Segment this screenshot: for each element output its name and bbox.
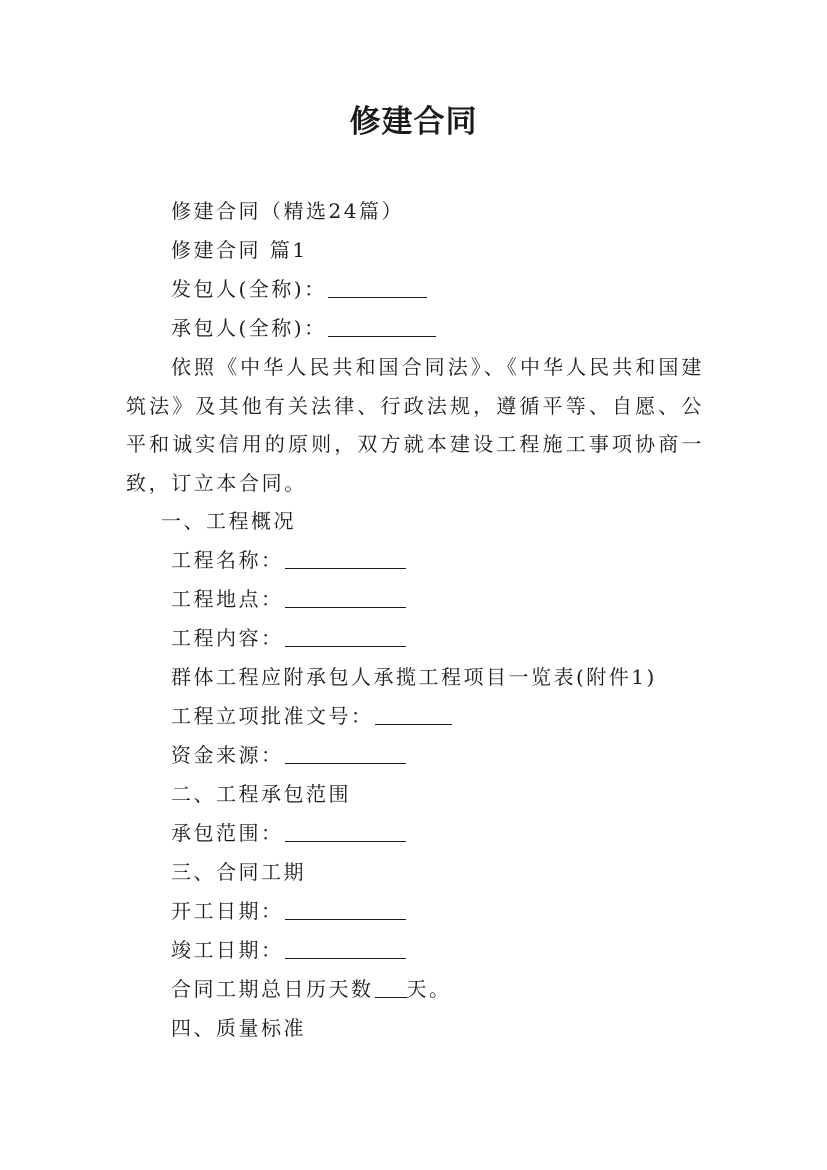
project-location-blank[interactable] bbox=[285, 585, 406, 608]
contractor-label: 承包人(全称)： bbox=[171, 316, 327, 340]
subtitle: 修建合同（精选24篇） bbox=[171, 199, 404, 223]
contractor-blank[interactable] bbox=[328, 314, 436, 337]
document-title: 修建合同 bbox=[349, 104, 478, 140]
employer-line bbox=[126, 270, 704, 309]
project-location-line bbox=[126, 580, 704, 619]
employer-blank[interactable] bbox=[328, 275, 427, 298]
contractor-line bbox=[126, 309, 704, 348]
approval-doc-label: 工程立项批准文号： bbox=[171, 704, 374, 728]
scope-line bbox=[126, 814, 704, 853]
scope-blank[interactable] bbox=[285, 819, 406, 842]
project-content-line bbox=[126, 619, 704, 658]
start-date-blank[interactable] bbox=[285, 897, 406, 920]
part1-heading: 一、工程概况 bbox=[161, 509, 296, 533]
completion-date-blank[interactable] bbox=[285, 936, 406, 959]
approval-doc-blank[interactable] bbox=[375, 702, 452, 725]
start-date-label: 开工日期： bbox=[171, 899, 284, 923]
funding-source-label: 资金来源： bbox=[171, 743, 284, 767]
part4-heading: 四、质量标准 bbox=[171, 1016, 306, 1040]
preamble-paragraph: 依照《中华人民共和国合同法》、《中华人民共和国建筑法》及其他有关法律、行政法规，遵循平等、自愿、公平和诚实信用的原则，双方就本建设工程施工事项协商一致，订立本合同。 bbox=[126, 355, 704, 495]
project-name-blank[interactable] bbox=[285, 546, 406, 569]
project-name-line bbox=[126, 541, 704, 580]
scope-label: 承包范围： bbox=[171, 821, 284, 845]
funding-source-blank[interactable] bbox=[285, 741, 406, 764]
approval-doc-line bbox=[126, 697, 704, 736]
project-content-blank[interactable] bbox=[285, 624, 406, 647]
part2-heading: 二、工程承包范围 bbox=[171, 782, 351, 806]
total-days-prefix: 合同工期总日历天数 bbox=[171, 977, 374, 1001]
total-days-blank[interactable] bbox=[375, 975, 407, 998]
start-date-line bbox=[126, 892, 704, 931]
employer-label: 发包人(全称)： bbox=[171, 277, 327, 301]
project-name-label: 工程名称： bbox=[171, 548, 284, 572]
part3-heading: 三、合同工期 bbox=[171, 860, 306, 884]
project-location-label: 工程地点： bbox=[171, 587, 284, 611]
group-project-note: 群体工程应附承包人承揽工程项目一览表(附件1) bbox=[171, 665, 657, 689]
completion-date-line bbox=[126, 931, 704, 970]
document-body bbox=[126, 192, 704, 1048]
funding-source-line bbox=[126, 736, 704, 775]
section-heading: 修建合同 篇1 bbox=[171, 238, 308, 262]
total-days-suffix: 天。 bbox=[406, 977, 452, 1001]
project-content-label: 工程内容： bbox=[171, 626, 284, 650]
completion-date-label: 竣工日期： bbox=[171, 938, 284, 962]
total-days-line bbox=[126, 970, 704, 1009]
